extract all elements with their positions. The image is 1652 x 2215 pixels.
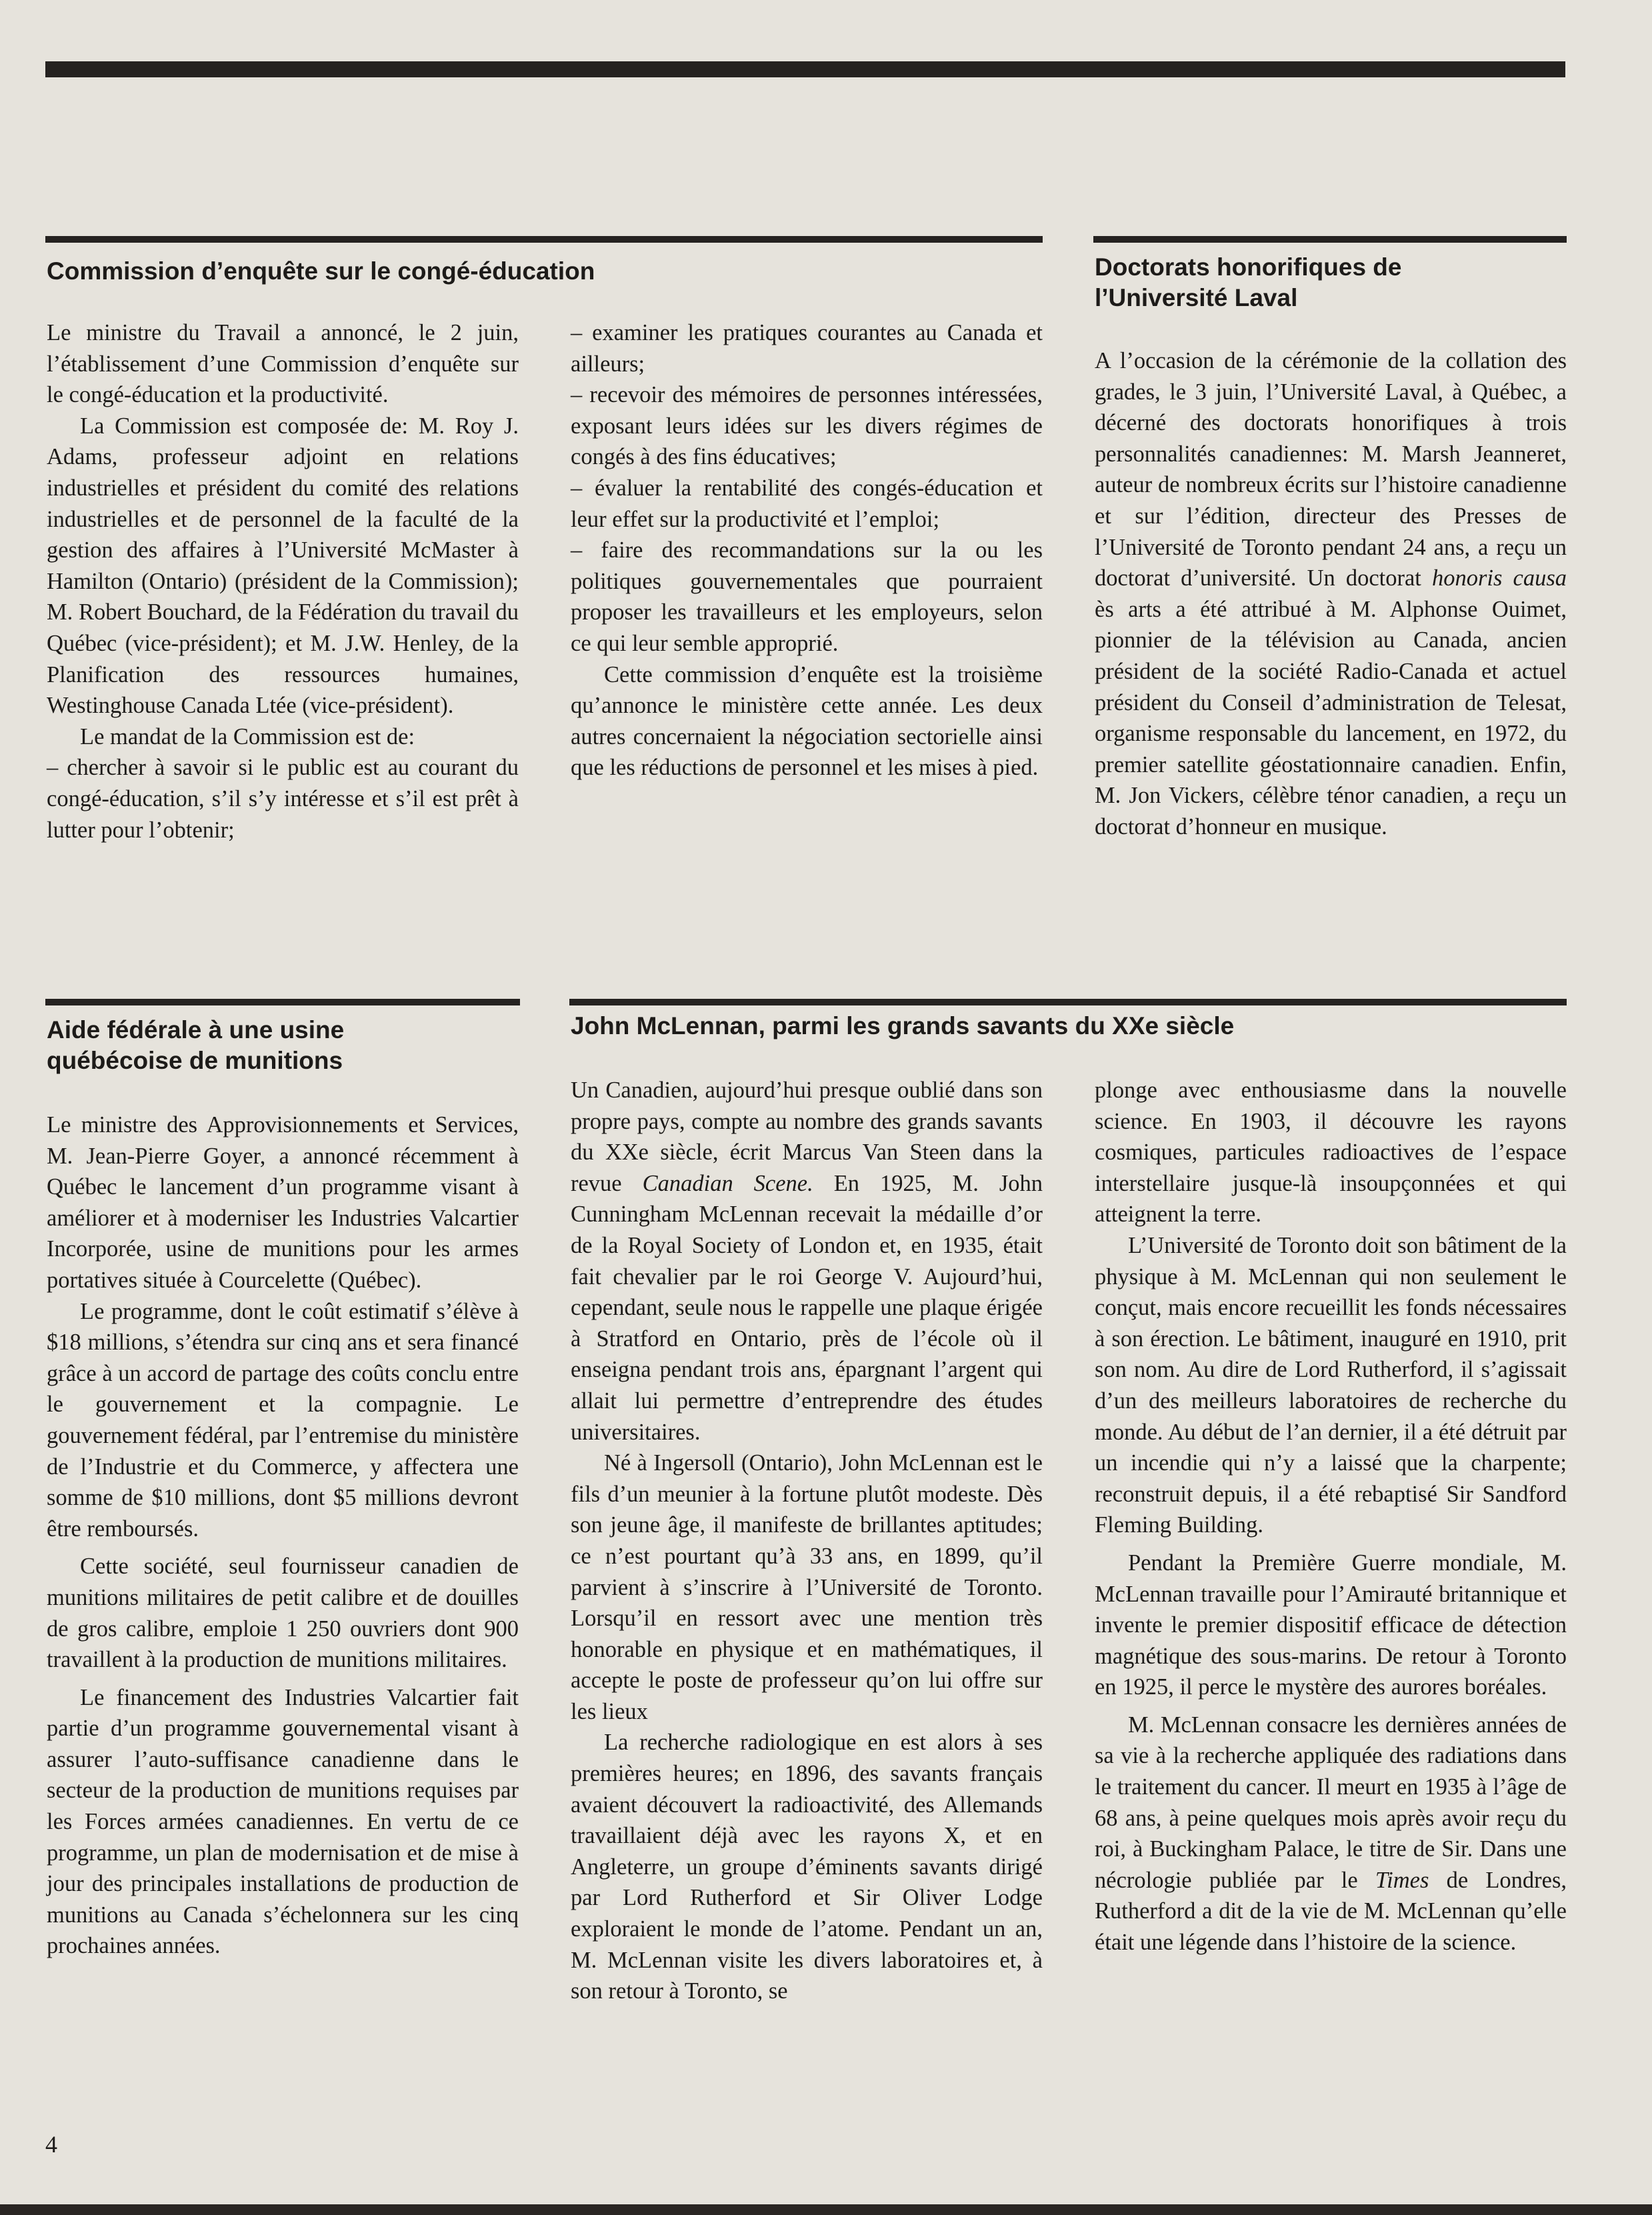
paragraph: Le financement des Industries Valcartier fait partie d’un programme gouvernemental visant à assurer l’auto-suffisance canadienne dans le secteur de la production de munitions requises par les Forces armées canadiennes. En vertu de ce programme, un plan de modernisation et de mise à jour des principales installations de production de munitions au Canada s’échelonnera sur les cinq prochaines années.: [47, 1684, 519, 1959]
article-column: [1095, 345, 1567, 843]
paragraph: – évaluer la rentabilité des congés-éducation et leur effet sur la productivité et l’emploi;: [571, 475, 1043, 532]
article-rule: [45, 236, 1043, 243]
article-column: [1095, 1075, 1567, 1958]
paragraph: La Commission est composée de: M. Roy J. Adams, professeur adjoint en relations industrielles et président du comité des relations industrielles et de personnel de la faculté de la gestion des affaires à l’Université McMaster à Hamilton (Ontario) (président de la Commission); M. Robert Bouchard, de la Fédération du travail du Québec (vice-président); et M. J.W. Henley, de la Planification des ressources humaines, Westinghouse Canada Ltée (vice-président).: [47, 413, 519, 719]
article-rule: [569, 999, 1567, 1005]
article-rule: [45, 999, 520, 1005]
paragraph: – chercher à savoir si le public est au courant du congé-éducation, s’il s’y intéresse et s’il est prêt à lutter pour l’obtenir;: [47, 755, 519, 843]
paragraph: – recevoir des mémoires de personnes intéressées, exposant leurs idées sur les divers régimes de congés à des fins éducatives;: [571, 382, 1043, 470]
paragraph: Né à Ingersoll (Ontario), John McLennan est le fils d’un meunier à la fortune plutôt modeste. Dès son jeune âge, il manifeste de brillantes aptitudes; ce n’est pourtant qu’à 33 ans, en 1899, qu’il parvient à s’inscrire à l’Université de Toronto. Lorsqu’il en ressort avec une mention très honorable en physique et en mathématiques, il accepte le poste de professeur qu’on lui offre sur les lieux: [571, 1450, 1043, 1724]
paragraph: Cette société, seul fournisseur canadien de munitions militaires de petit calibre et de douilles de gros calibre, emploie 1 250 ouvriers dont 900 travaillent à la production de munitions militaires.: [47, 1554, 519, 1673]
page-bottom-edge: [0, 2204, 1652, 2215]
header-rule: [45, 61, 1565, 77]
article-title: Aide fédérale à une usine québécoise de munitions: [47, 1016, 345, 1074]
paragraph: L’Université de Toronto doit son bâtiment de la physique à M. McLennan qui non seulement le conçut, mais encore recueillit les fonds nécessaires à son érection. Le bâtiment, inauguré en 1910, prit son nom. Au dire de Lord Rutherford, il s’agissait d’un des meilleurs laboratoires de recherche du monde. Au début de l’an dernier, il a été détruit par un incendie qui n’y a laissé que la charpente; reconstruit depuis, il a été rebaptisé Sir Sandford Fleming Building.: [1095, 1232, 1567, 1538]
article-rule: [1093, 236, 1567, 243]
text-run: En 1925, M. John Cunningham McLennan recevait la médaille d’or de la Royal Society of London et, en 1935, était fait chevalier par le roi George V. Aujourd’hui, cependant, seule nous le rappelle une plaque érigée à Stratford en Ontario, près de l’école où il enseigna pendant trois ans, épargnant l’argent qui allait lui permettre d’entreprendre des études universitaires.: [571, 1170, 1043, 1445]
article-column: [571, 1075, 1043, 2007]
paragraph: Le programme, dont le coût estimatif s’élève à $18 millions, s’étendra sur cinq ans et sera financé grâce à un accord de partage des coûts conclu entre le gouvernement et la compagnie. Le gouvernement fédéral, par l’entremise du ministère de l’Industrie et du Commerce, y affectera une somme de $10 millions, dont $5 millions devront être remboursés.: [47, 1298, 519, 1542]
article-title: John McLennan, parmi les grands savants du XXe siècle: [571, 1012, 1235, 1039]
article-title: Doctorats honorifiques de l’Université Laval: [1095, 253, 1402, 311]
paragraph: [1095, 345, 1567, 843]
paragraph: La recherche radiologique en est alors à ses premières heures; en 1896, des savants français avaient découvert la radioactivité, des Allemands travaillaient déjà avec les rayons X, et en Angleterre, un groupe d’éminents savants dirigé par Lord Rutherford et Sir Oliver Lodge exploraient le monde de l’atome. Pendant un an, M. McLennan visite les divers laboratoires et, à son retour à Toronto, se: [571, 1730, 1043, 2004]
paragraph: [1095, 1710, 1567, 1958]
text-run: A l’occasion de la cérémonie de la collation des grades, le 3 juin, l’Université Laval, à Québec, a décerné des doctorats honorifiques à trois personnalités canadiennes: M. Marsh Jeanneret, auteur de nombreux écrits sur l’histoire canadienne et sur l’édition, directeur des Presses de l’Université de Toronto pendant 24 ans, a reçu un doctorat d’université. Un doctorat: [1095, 348, 1567, 591]
text-run: Un Canadien, aujourd’hui presque oublié dans son propre pays, compte au nombre des grands savants du XXe siècle, écrit Marcus Van Steen dans la revue: [571, 1077, 1043, 1196]
article-column: [571, 317, 1043, 783]
italic-text: Times: [1375, 1867, 1429, 1893]
page-number: 4: [45, 2131, 57, 2158]
paragraph: plonge avec enthousiasme dans la nouvelle science. En 1903, il découvre les rayons cosmiques, particules radioactives de l’espace interstellaire jusque-là insoupçonnées et qui atteignent la terre.: [1095, 1077, 1567, 1228]
italic-text: honoris causa: [1431, 565, 1567, 591]
paragraph: – examiner les pratiques courantes au Canada et ailleurs;: [571, 320, 1043, 377]
text-run: de Londres, Rutherford a dit de la vie de M. McLennan qu’elle était une légende dans l’histoire de la science.: [1095, 1867, 1567, 1956]
paragraph: Le ministre des Approvisionnements et Services, M. Jean-Pierre Goyer, a annoncé récemment à Québec le lancement d’un programme visant à améliorer et à moderniser les Industries Valcartier Incorporée, usine de munitions pour les armes portatives située à Courcelette (Québec).: [47, 1112, 519, 1293]
article-column: [47, 1110, 519, 1962]
article-column: [47, 317, 519, 845]
text-run: ès arts a été attribué à M. Alphonse Ouimet, pionnier de la télévision au Canada, ancien président de la société Radio-Canada et actuel président du Conseil d’administration de Telesat, organisme responsable du lancement, en 1972, du premier satellite géostationnaire canadien. Enfin, M. Jon Vickers, célèbre ténor canadien, a reçu un doctorat d’honneur en musique.: [1095, 596, 1567, 839]
paragraph: Pendant la Première Guerre mondiale, M. McLennan travaille pour l’Amirauté britannique et invente le premier dispositif efficace de détection magnétique des sous-marins. De retour à Toronto en 1925, il perce le mystère des aurores boréales.: [1095, 1550, 1567, 1700]
paragraph: Le ministre du Travail a annoncé, le 2 juin, l’établissement d’une Commission d’enquête sur le congé-éducation et la productivité.: [47, 320, 519, 408]
text-run: M. McLennan consacre les dernières années de sa vie à la recherche appliquée des radiations dans le traitement du cancer. Il meurt en 1935 à l’âge de 68 ans, à peine quelques mois après avoir reçu du roi, à Buckingham Palace, le titre de Sir. Dans une nécrologie publiée par le: [1095, 1712, 1567, 1893]
paragraph: – faire des recommandations sur la ou les politiques gouvernementales que pourraient proposer les travailleurs et les employeurs, selon ce qui leur semble approprié.: [571, 537, 1043, 656]
paragraph: Le mandat de la Commission est de:: [80, 723, 415, 749]
italic-text: Canadian Scene.: [642, 1170, 813, 1196]
paragraph: [571, 1075, 1043, 1448]
article-title: Commission d’enquête sur le congé-éducation: [47, 257, 595, 285]
paragraph: Cette commission d’enquête est la troisième qu’annonce le ministère cette année. Les deux autres concernaient la négociation sectorielle ainsi que les réductions de personnel et les mises à pied.: [571, 661, 1043, 781]
